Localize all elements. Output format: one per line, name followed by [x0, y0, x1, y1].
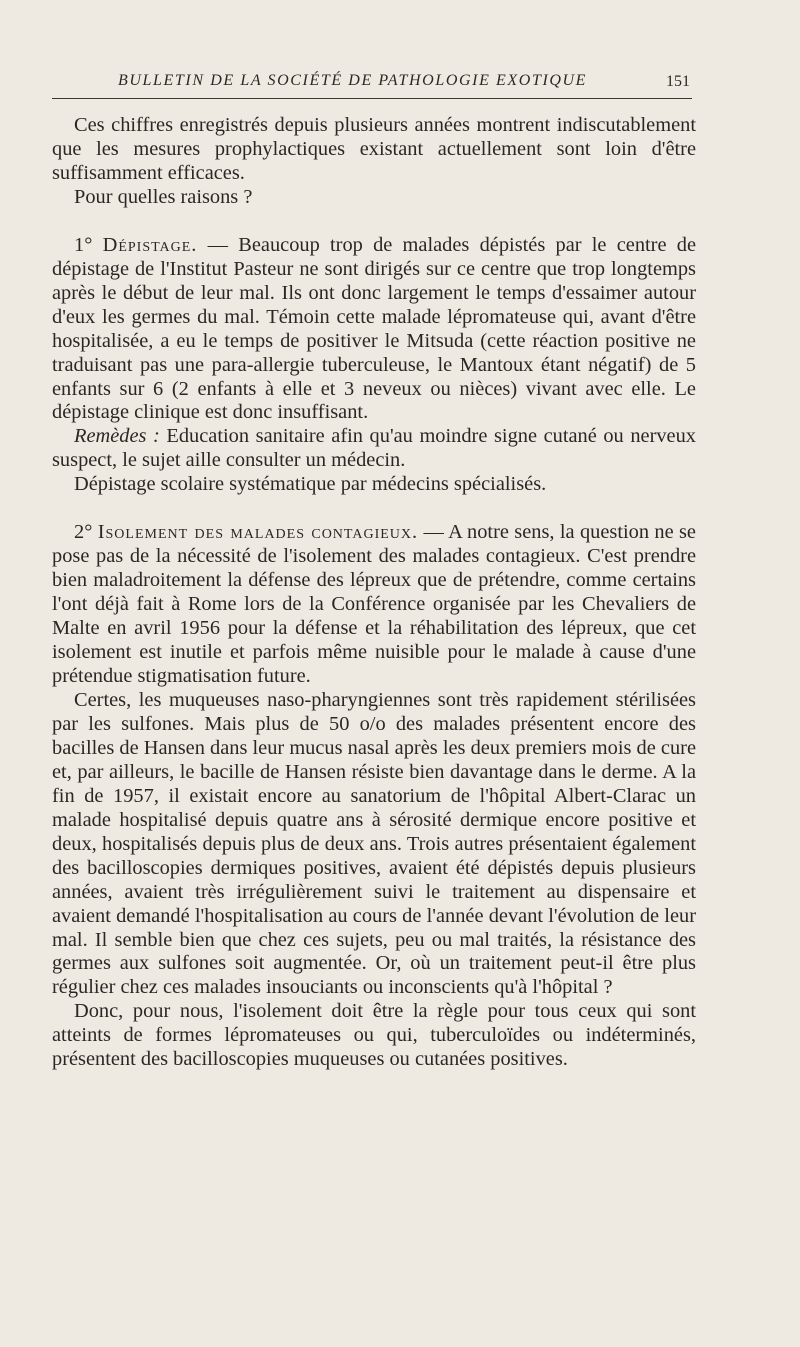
section-text: — Beaucoup trop de malades dépistés par le centre de dépistage de l'Institut Pasteur ne sont dirigés sur ce centre que trop longtemps après le début de leur mal. Ils ont donc largement le temps d'essaimer autour d'eux les germes du mal. Témoin cette malade lépromateuse qui, avant d'être hospitalisée, a eu le temps de positiver le Mitsuda (cette réaction positive ne traduisant pas une para-allergie tuberculeuse, le Mantoux étant négatif) de 5 enfants sur 6 (2 enfants à elle et 3 neveux ou nièces) vivant avec elle. Le dépistage clinique est donc insuffisant. [52, 233, 696, 424]
section-text: — A notre sens, la question ne se pose pas de la nécessité de l'isolement des malades contagieux. C'est prendre bien maladroitement la défense des lépreux que de prétendre, comme certains l'ont déjà fait à Rome lors de la Conférence organisée par les Chevaliers de Malte en avril 1956 pour la défense et la réhabilitation des lépreux, que cet isolement est inutile et parfois même nuisible pour le malade à cause d'une prétendue stigmatisation future. [52, 521, 696, 688]
section-heading: Isolement des malades contagieux. [97, 521, 419, 544]
section-number: 1° [74, 233, 93, 256]
paragraph-donc: Donc, pour nous, l'isolement doit être la règle pour tous ceux qui sont atteints de formes lépromateuses ou qui, tuberculoïdes ou indéterminés, présentent des bacilloscopies muqueuses ou cutanées positives. [52, 1000, 696, 1071]
paragraph-intro: Ces chiffres enregistrés depuis plusieurs années montrent indiscutablement que les mesures prophylactiques existant actuellement sont loin d'être suffisamment efficaces. [52, 114, 696, 184]
section-isolement [52, 521, 696, 689]
section-heading: Dépistage. [102, 233, 198, 256]
running-title: BULLETIN DE LA SOCIÉTÉ DE PATHOLOGIE EXOTIQUE [118, 72, 588, 89]
remedes-label: Remèdes : [74, 425, 160, 448]
section-number: 2° [74, 521, 93, 544]
paragraph-question: Pour quelles raisons ? [74, 185, 253, 208]
paragraph-remedes [52, 425, 696, 473]
remedes-text: Education sanitaire afin qu'au moindre signe cutané ou nerveux suspect, le sujet aille consulter un médecin. [52, 425, 696, 472]
section-depistage [52, 234, 696, 426]
running-header [52, 72, 692, 99]
page-number: 151 [666, 73, 690, 90]
paragraph-certes: Certes, les muqueuses naso-pharyngiennes sont très rapidement stérilisées par les sulfones. Mais plus de 50 o/o des malades présentent encore des bacilles de Hansen dans leur mucus nasal après les deux premiers mois de cure et, par ailleurs, le bacille de Hansen résiste bien davantage dans le derme. A la fin de 1957, il existait encore au sanatorium de l'hôpital Albert-Clarac un malade hospitalisé depuis quatre ans à sérosité dermique encore positive et deux, hospitalisés depuis plus de deux ans. Trois autres présentaient également des bacilloscopies dermiques positives, avaient été dépistés depuis plusieurs années, avaient très irrégulièrement suivi le traitement au dispensaire et avaient demandé l'hospitalisation au cours de l'année devant l'évolution de leur mal. Il semble bien que chez ces sujets, peu ou mal traités, la résistance des germes aux sulfones soit augmentée. Or, où un traitement peut-il être plus régulier chez ces malades insouciants ou inconscients qu'à l'hôpital ? [52, 688, 696, 999]
paragraph-scolaire: Dépistage scolaire systématique par médecins spécialisés. [74, 473, 547, 496]
body-text [52, 114, 696, 1072]
